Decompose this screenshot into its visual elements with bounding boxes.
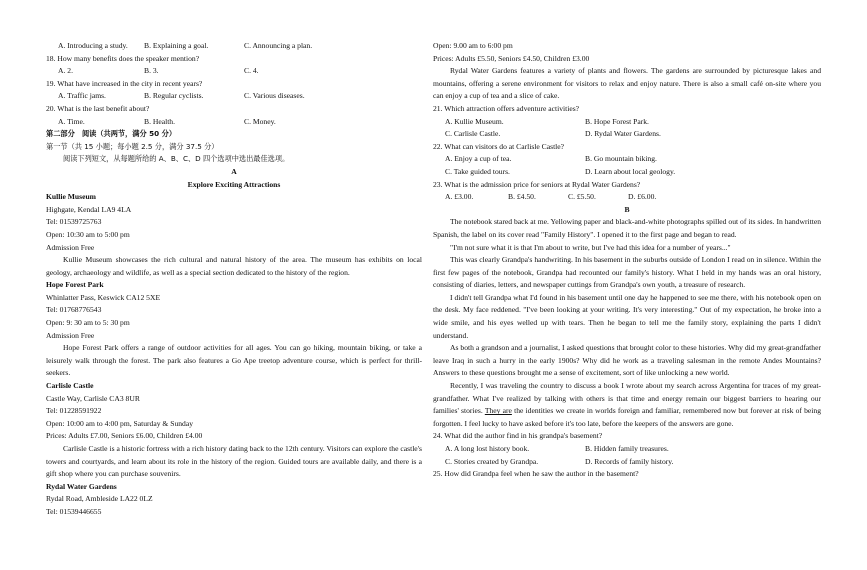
kullie-tel: Tel: 01539725763: [46, 217, 102, 227]
hope-description: Hope Forest Park offers a range of outdoor activities for all ages. You can go hiking, mountain biking, or take a leisurely walk through the forest. The park also features a Go Ape treetop adventure course, which is perfect for thrill-seekers.: [46, 343, 422, 378]
hope-admission: Admission Free: [46, 330, 95, 340]
q24-option-d: D. Records of family history.: [585, 456, 674, 466]
q18-options: [46, 65, 422, 78]
q24-option-b: B. Hidden family treasures.: [585, 444, 669, 453]
q17-option-c: C. Announcing a plan.: [244, 41, 313, 50]
q20-stem: 20. What is the last benefit about?: [46, 103, 150, 113]
underlined-phrase: They are: [484, 406, 512, 416]
q22-stem: 22. What can visitors do at Carlisle Castle?: [433, 141, 565, 151]
q19-stem: 19. What have increased in the city in recent years?: [46, 78, 203, 88]
q21-option-c: C. Carlisle Castle.: [445, 129, 501, 139]
passage-b-paragraph-3: This was clearly Grandpa's handwriting. In his basement in the suburbs outside of London I read on in silence. Within the first few pages of the notebook, Grandpa had recounted our family's history. What I held in my hands was an oral history, consisting of diaries, letters, and newspaper cuttings from Grandpa's own youth, a treasure of research.: [433, 255, 821, 290]
q24-options-row1: [433, 443, 821, 456]
q19-option-c: C. Various diseases.: [244, 91, 305, 101]
q18-option-c: C. 4.: [244, 66, 259, 76]
q24-stem: 24. What did the author find in his grandpa's basement?: [433, 431, 603, 441]
kullie-admission: Admission Free: [46, 242, 95, 252]
q22-option-d: D. Learn about local geology.: [585, 166, 676, 176]
q21-options-row1: [433, 116, 821, 129]
rydal-open: Open: 9.00 am to 6:00 pm: [433, 41, 513, 50]
q20-option-c: C. Money.: [244, 116, 276, 126]
rydal-address: Rydal Road, Ambleside LA22 0LZ: [46, 494, 153, 504]
passage-b-paragraph-6: [433, 380, 821, 430]
rydal-name: Rydal Water Gardens: [46, 481, 117, 491]
passage-a-title: Explore Exciting Attractions: [187, 179, 281, 189]
rydal-tel: Tel: 01539446655: [46, 506, 102, 516]
q20-options: [46, 116, 422, 129]
kullie-open: Open: 10:30 am to 5:00 pm: [46, 229, 130, 239]
reading-instruction: 阅读下列短文，从每题所给的 A、B、C、D 四个选项中选出最佳选项。: [63, 154, 290, 164]
q21-options-row2: [433, 128, 821, 141]
q23-stem: 23. What is the admission price for seniors at Rydal Water Gardens?: [433, 179, 641, 189]
q23-options: [433, 191, 821, 204]
hope-open: Open: 9: 30 am to 5: 30 pm: [46, 318, 130, 328]
q20-option-a: A. Time.: [58, 116, 85, 126]
q22-option-c: C. Take guided tours.: [445, 166, 510, 176]
carlisle-open: Open: 10:00 am to 4:00 pm, Saturday & Sunday: [46, 418, 194, 428]
carlisle-tel: Tel: 01228591922: [46, 406, 102, 416]
q23-option-d: D. £6.00.: [628, 192, 657, 202]
q24-option-a: A. A long lost history book.: [445, 444, 530, 453]
q18-option-b: B. 3.: [144, 66, 159, 76]
passage-a-letter: A: [231, 166, 237, 176]
q19-options: [46, 90, 422, 103]
q24-option-c: C. Stories created by Grandpa.: [445, 456, 539, 466]
carlisle-address: Castle Way, Carlisle CA3 8UR: [46, 393, 140, 403]
q22-option-a: A. Enjoy a cup of tea.: [445, 154, 512, 164]
paragraph-6-end: the identities we create in worlds foreign and familiar, remembered now but forever at risk of being forgotten. I feel lucky to have asked before it's too late, before the keepers of the answers are gone.: [433, 406, 821, 428]
q21-option-a: A. Kullie Museum.: [445, 116, 504, 126]
q23-option-b: B. £4.50.: [508, 192, 536, 202]
hope-address: Whinlatter Pass, Keswick CA12 5XE: [46, 292, 161, 302]
paragraph-6-start: Recently, I was traveling the country to discuss a book I wrote about my search across Argentina for traces of my great-grandfather. What I've realized by talking with others is that time and energy remain our biggest barriers to hearing our families' stories.: [433, 381, 821, 416]
q17-options: [46, 40, 422, 53]
kullie-description: Kullie Museum showcases the rich cultural and natural history of the area. The museum has exhibits on local geology, archaeology and wildlife, as well as a special section dedicated to the history of the region.: [46, 255, 422, 277]
passage-b-paragraph-4: I didn't tell Grandpa what I'd found in his basement until one day he happened to see me there, with his notebook open on the desk. My face reddened. "I've been looking at your writing. It's very interesting." Out of my expectation, he broke into a wide smile, and his eyes welled up with tears. Then he began to tell me the family story, explaining the parts I didn't understand.: [433, 292, 821, 340]
passage-b-paragraph-2: "I'm not sure what it is that I'm about to write, but I've had this idea for a number of years...": [450, 242, 731, 252]
q22-options-row2: [433, 166, 821, 179]
rydal-description: Rydal Water Gardens features a variety of plants and flowers. The gardens are surrounded by picturesque lakes and mountains, offering a serene environment for visitors to relax and enjoy nature. There is also a small café on-site where you can enjoy a cup of tea and a slice of cake.: [433, 66, 821, 101]
passage-b-letter: B: [624, 204, 630, 214]
q17-option-b: B. Explaining a goal.: [144, 41, 209, 50]
q24-options-row2: [433, 456, 821, 469]
q22-options-row1: [433, 153, 821, 166]
q21-option-d: D. Rydal Water Gardens.: [585, 129, 661, 139]
q23-option-c: C. £5.50.: [568, 192, 596, 202]
q18-stem: 18. How many benefits does the speaker mention?: [46, 53, 200, 63]
q19-option-b: B. Regular cyclists.: [144, 91, 204, 101]
section1-heading: 第一节（共 15 小题；每小题 2.5 分，满分 37.5 分）: [46, 141, 219, 151]
q18-option-a: A. 2.: [58, 66, 73, 76]
left-column: [46, 40, 422, 519]
hope-tel: Tel: 01768776543: [46, 305, 102, 315]
q19-option-a: A. Traffic jams.: [58, 91, 106, 101]
right-column: [433, 40, 821, 481]
carlisle-prices: Prices: Adults £7.00, Seniors £6.00, Children £4.00: [46, 431, 203, 441]
passage-b-paragraph-1: The notebook stared back at me. Yellowing paper and black-and-white photographs spilled out of its sides. In handwritten Spanish, the label on its cover read "Family History". I opened it to the first page and began to read.: [433, 217, 821, 239]
q22-option-b: B. Go mountain biking.: [585, 154, 657, 164]
part2-heading: 第二部分 阅读（共两节，满分 50 分）: [46, 129, 177, 139]
q25-stem: 25. How did Grandpa feel when he saw the author in the basement?: [433, 469, 639, 479]
q21-stem: 21. Which attraction offers adventure activities?: [433, 103, 580, 113]
q23-option-a: A. £3.00.: [445, 192, 474, 202]
kullie-address: Highgate, Kendal LA9 4LA: [46, 204, 132, 214]
q20-option-b: B. Health.: [144, 116, 176, 126]
passage-b-paragraph-5: As both a grandson and a journalist, I asked questions that brought color to these histories. Why did my great-grandfather leave Iraq in such a hurry in the early 1900s? Why did he work as a traveling salesman in the remote Andes Mountains? Answers to these questions brought me a sense of excitement, sort of like unlocking a new world.: [433, 343, 821, 378]
q17-option-a: A. Introducing a study.: [58, 41, 128, 50]
carlisle-name: Carlisle Castle: [46, 381, 94, 391]
carlisle-description: Carlisle Castle is a historic fortress with a rich history dating back to the 12th century. Visitors can explore the castle's towers and courtyards, and learn about its role in the history of the region. Guided tours are available daily, and there is a gift shop where you can purchase souvenirs.: [46, 444, 422, 479]
q21-option-b: B. Hope Forest Park.: [585, 116, 649, 126]
rydal-prices: Prices: Adults £5.50, Seniors £4.50, Children £3.00: [433, 53, 590, 63]
kullie-name: Kullie Museum: [46, 192, 96, 202]
hope-name: Hope Forest Park: [46, 280, 104, 290]
